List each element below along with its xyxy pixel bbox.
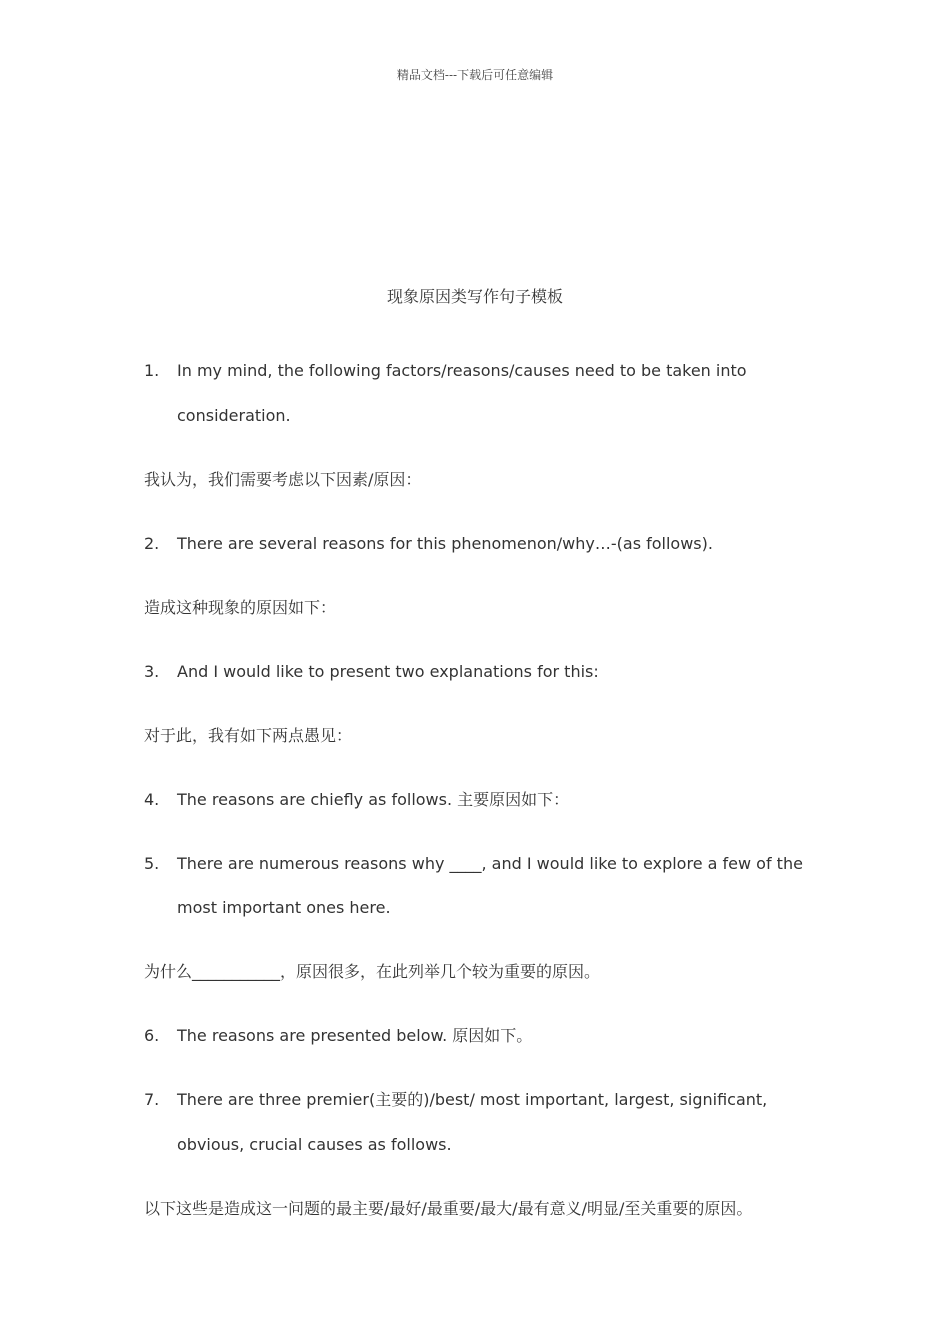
item-text: There are numerous reasons why ____, and I would like to explore a few of the most important ones here. [177, 853, 803, 917]
document-title: 现象原因类写作句子模板 [386, 287, 563, 306]
item-text: The reasons are presented below. 原因如下。 [177, 1026, 533, 1045]
list-item-3 [144, 650, 814, 695]
item-number: 5. [144, 853, 160, 873]
item-translation: 为什么___________，原因很多，在此列举几个较为重要的原因。 [144, 962, 601, 981]
item-text: There are several reasons for this phenomenon/why…-(as follows). [177, 533, 713, 553]
list-item-7 [144, 1078, 814, 1167]
item-translation: 以下这些是造成这一问题的最主要/最好/最重要/最大/最有意义/明显/至关重要的原因。 [144, 1198, 753, 1218]
item-number: 1. [144, 361, 160, 380]
document-body [144, 349, 814, 1251]
item-number: 6. [144, 1026, 160, 1045]
item-translation: 对于此，我有如下两点愚见： [144, 725, 353, 745]
item-text: The reasons are chiefly as follows. 主要原因如下： [177, 789, 570, 809]
list-item-6 [144, 1014, 814, 1059]
item-translation: 我认为，我们需要考虑以下因素/原因： [144, 469, 422, 489]
page-header: 精品文档---下载后可任意编辑 [396, 68, 554, 82]
list-item-1 [144, 349, 814, 438]
item-text: There are three premier(主要的)/best/ most important, largest, significant, obvious, crucial causes as follows. [177, 1090, 768, 1154]
item-translation: 造成这种现象的原因如下： [144, 597, 337, 617]
list-item-5 [144, 842, 814, 931]
list-item-2 [144, 522, 814, 567]
item-text: And I would like to present two explanations for this: [177, 661, 599, 681]
item-number: 3. [144, 661, 160, 681]
item-number: 4. [144, 789, 160, 809]
list-item-4 [144, 778, 814, 823]
item-number: 7. [144, 1090, 160, 1109]
item-number: 2. [144, 533, 160, 553]
item-text: In my mind, the following factors/reasons/causes need to be taken into consideration. [177, 361, 747, 425]
